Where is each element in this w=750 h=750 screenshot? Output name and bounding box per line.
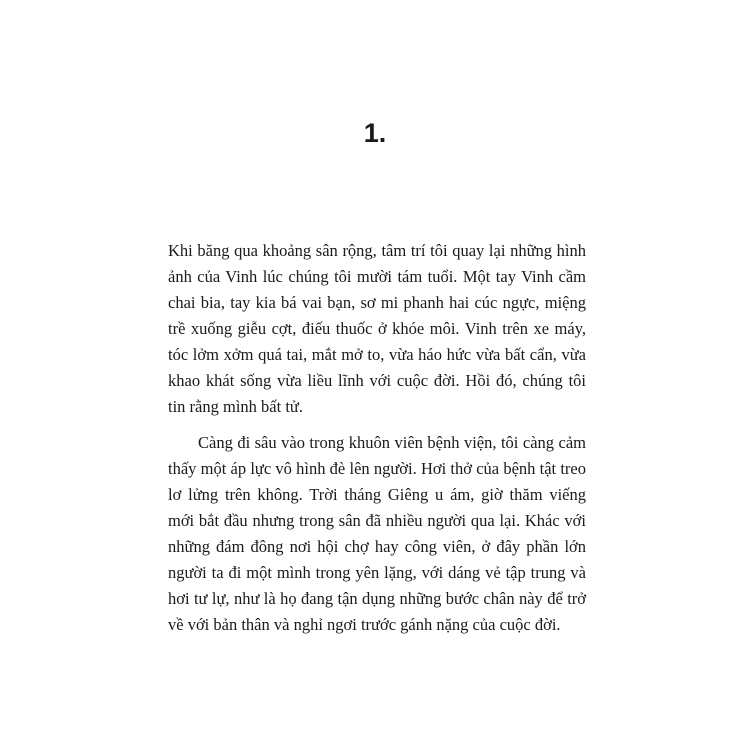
- paragraph-1: Khi băng qua khoảng sân rộng, tâm trí tôi quay lại những hình ảnh của Vinh lúc chúng tôi mười tám tuổi. Một tay Vinh cầm chai bia, tay kia bá vai bạn, sơ mi phanh hai cúc ngực, miệng trề xuống giễu cợt, điếu thuốc ở khóe môi. Vinh trên xe máy, tóc lởm xởm quá tai, mắt mở to, vừa háo hức vừa bất cẩn, vừa khao khát sống vừa liều lĩnh với cuộc đời. Hồi đó, chúng tôi tin rằng mình bất tử.: [168, 241, 586, 416]
- paragraph-2: Càng đi sâu vào trong khuôn viên bệnh viện, tôi càng cảm thấy một áp lực vô hình đè lên người. Hơi thở của bệnh tật treo lơ lửng trên không. Trời tháng Giêng u ám, giờ thăm viếng mới bắt đầu nhưng trong sân đã nhiều người qua lại. Khác với những đám đông nơi hội chợ hay công viên, ở đây phần lớn người ta đi một mình trong yên lặng, với dáng vẻ tập trung và hơi tư lự, như là họ đang tận dụng những bước chân này để trở về với bản thân và nghỉ ngơi trước gánh nặng của cuộc đời.: [168, 433, 586, 634]
- chapter-number: 1.: [363, 118, 387, 148]
- chapter-body: [168, 238, 586, 638]
